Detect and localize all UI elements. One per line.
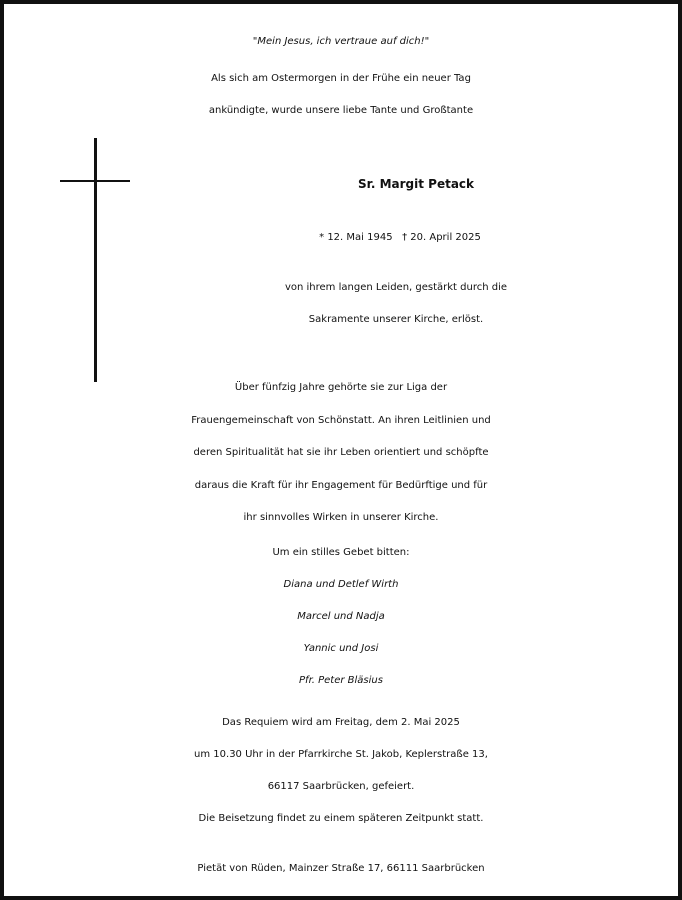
cross-icon-bar [60, 180, 130, 182]
life-dates: * 12. Mai 1945 † 20. April 2025 [319, 232, 481, 243]
service-line: 66117 Saarbrücken, gefeiert. [267, 781, 415, 792]
funeral-home: Pietät von Rüden, Mainzer Straße 17, 66111 Saarbrücken [197, 863, 485, 874]
passing-line: von ihrem langen Leiden, gestärkt durch die [284, 282, 508, 293]
service-line: Das Requiem wird am Freitag, dem 2. Mai 2025 [222, 717, 460, 728]
passing-line: Sakramente unserer Kirche, erlöst. [308, 314, 484, 325]
service-line: Die Beisetzung findet zu einem späteren Zeitpunkt statt. [198, 813, 484, 824]
deceased-name: Sr. Margit Petack [357, 177, 475, 191]
biography-line: Frauengemeinschaft von Schönstatt. An ihren Leitlinien und [191, 415, 491, 426]
mourner-name: Marcel und Nadja [297, 611, 385, 622]
prayer-request: Um ein stilles Gebet bitten: [272, 547, 410, 558]
cross-icon [94, 138, 97, 382]
mourner-name: Pfr. Peter Bläsius [299, 675, 383, 686]
intro-line: Als sich am Ostermorgen in der Frühe ein neuer Tag [211, 73, 471, 84]
biography-line: Über fünfzig Jahre gehörte sie zur Liga der [234, 382, 448, 393]
mourner-name: Diana und Detlef Wirth [283, 579, 399, 590]
motto: "Mein Jesus, ich vertraue auf dich!" [252, 36, 430, 47]
biography-line: deren Spiritualität hat sie ihr Leben orientiert und schöpfte [193, 447, 489, 458]
biography-line: daraus die Kraft für ihr Engagement für Bedürftige und für [194, 480, 488, 491]
service-line: um 10.30 Uhr in der Pfarrkirche St. Jakob, Keplerstraße 13, [194, 749, 488, 760]
mourner-name: Yannic und Josi [303, 643, 379, 654]
intro-line: ankündigte, wurde unsere liebe Tante und Großtante [208, 105, 474, 116]
biography-line: ihr sinnvolles Wirken in unserer Kirche. [243, 512, 439, 523]
